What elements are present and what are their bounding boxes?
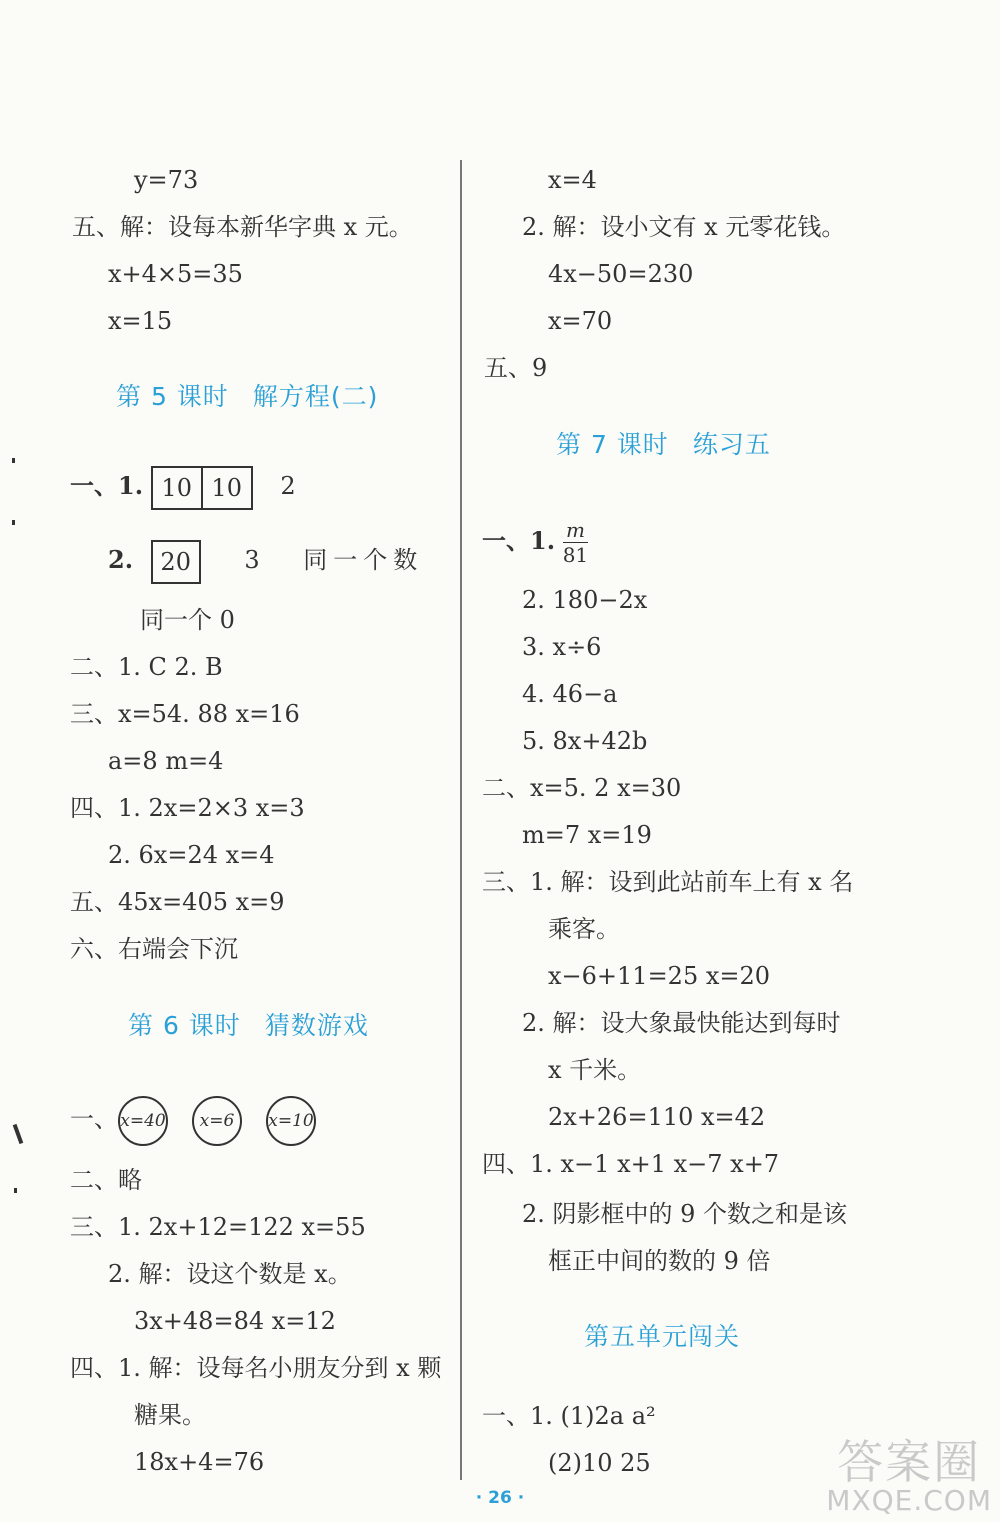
answer-line: x 千米。 bbox=[548, 1056, 642, 1084]
question-prefix: 一、 bbox=[70, 1105, 118, 1133]
scan-mark bbox=[12, 458, 15, 463]
answer-line: 四、1. 解：设每名小朋友分到 x 颗 bbox=[70, 1354, 442, 1382]
unit-heading: 第五单元闯关 bbox=[584, 1322, 741, 1351]
answer-line: 五、9 bbox=[484, 354, 548, 382]
answer-line: 四、1. x−1 x+1 x−7 x+7 bbox=[482, 1150, 780, 1178]
answer-line: 2. 180−2x bbox=[522, 586, 648, 614]
answer-line: x+4×5=35 bbox=[108, 260, 243, 288]
question-row bbox=[108, 536, 423, 584]
lesson-title: 练习五 bbox=[692, 430, 771, 459]
answer-line: 2x+26=110 x=42 bbox=[548, 1103, 766, 1131]
question-prefix: 一、1. bbox=[482, 526, 556, 555]
answer-line: x=4 bbox=[548, 166, 597, 194]
answer-line: 一、1. (1)2a a² bbox=[482, 1402, 656, 1430]
fraction bbox=[563, 518, 588, 567]
question-row bbox=[70, 462, 296, 510]
lesson-heading-6 bbox=[128, 1009, 369, 1043]
answer-line: 乘客。 bbox=[548, 915, 620, 943]
watermark bbox=[826, 1435, 992, 1517]
answer-line: 五、45x=405 x=9 bbox=[70, 888, 285, 916]
answer-line: x−6+11=25 x=20 bbox=[548, 962, 771, 990]
answer-line: 18x+4=76 bbox=[134, 1448, 265, 1476]
lesson-number: 第 6 课时 bbox=[128, 1011, 241, 1040]
lesson-title: 猜数游戏 bbox=[264, 1011, 369, 1040]
answer-line: y=73 bbox=[134, 166, 199, 194]
answer-line: 5. 8x+42b bbox=[522, 727, 648, 755]
answer-line: 同一个 0 bbox=[140, 606, 235, 634]
lesson-heading-7 bbox=[556, 428, 771, 462]
answer-line: 二、略 bbox=[70, 1166, 142, 1194]
answer-line: 2. 解：设小文有 x 元零花钱。 bbox=[522, 213, 846, 241]
page-number: · 26 · bbox=[475, 1488, 525, 1508]
fraction-numerator: m bbox=[563, 518, 588, 543]
answer-line: 二、x=5. 2 x=30 bbox=[482, 774, 682, 802]
answer-line: 六、右端会下沉 bbox=[70, 935, 238, 963]
answer-line: (2)10 25 bbox=[548, 1449, 651, 1477]
answer-line: 四、1. 2x=2×3 x=3 bbox=[70, 794, 305, 822]
question-row bbox=[482, 514, 588, 568]
lesson-number: 第 7 课时 bbox=[556, 430, 669, 459]
answer-line: 糖果。 bbox=[134, 1401, 206, 1429]
answer-box: 10 bbox=[201, 468, 251, 508]
answer-value: 2 bbox=[280, 472, 296, 500]
question-prefix: 一、1. bbox=[70, 471, 144, 500]
answer-box-pair bbox=[151, 466, 253, 510]
question-row bbox=[70, 1093, 340, 1145]
answer-line: 三、x=54. 88 x=16 bbox=[70, 700, 300, 728]
answer-line: a=8 m=4 bbox=[108, 747, 224, 775]
answer-line: x=15 bbox=[108, 307, 173, 335]
watermark-url: MXQE.COM bbox=[826, 1484, 992, 1517]
answer-box: 10 bbox=[161, 473, 192, 502]
answer-value: 3 bbox=[244, 546, 260, 574]
answer-line: 2. 解：设这个数是 x。 bbox=[108, 1260, 352, 1288]
circled-answer: x=10 bbox=[266, 1096, 316, 1146]
lesson-number: 第 5 课时 bbox=[116, 382, 229, 411]
answer-line: 框正中间的数的 9 倍 bbox=[548, 1247, 771, 1275]
column-divider bbox=[460, 160, 462, 1480]
circled-answer: x=6 bbox=[192, 1096, 242, 1146]
circled-answer: x=40 bbox=[118, 1096, 168, 1146]
answer-line: 3. x÷6 bbox=[522, 633, 602, 661]
answer-line: 三、1. 2x+12=122 x=55 bbox=[70, 1213, 366, 1241]
answer-line: m=7 x=19 bbox=[522, 821, 652, 849]
answer-line: 2. 阴影框中的 9 个数之和是该 bbox=[522, 1200, 848, 1228]
question-prefix: 2. bbox=[108, 545, 134, 574]
scan-mark bbox=[14, 1188, 17, 1193]
fraction-denominator: 81 bbox=[562, 543, 589, 567]
answer-line: 2. 6x=24 x=4 bbox=[108, 841, 275, 869]
answer-line: x=70 bbox=[548, 307, 613, 335]
answer-line: 4x−50=230 bbox=[548, 260, 694, 288]
answer-line: 二、1. C 2. B bbox=[70, 653, 223, 681]
scan-mark bbox=[12, 520, 15, 525]
answer-line: 3x+48=84 x=12 bbox=[134, 1307, 336, 1335]
answer-line: 五、解：设每本新华字典 x 元。 bbox=[72, 213, 413, 241]
answer-line: 2. 解：设大象最快能达到每时 bbox=[522, 1009, 841, 1037]
watermark-logo: 答案圈 bbox=[837, 1435, 982, 1489]
lesson-title: 解方程(二) bbox=[252, 382, 379, 411]
answer-value: 同一个数 bbox=[303, 546, 424, 574]
lesson-heading-5 bbox=[116, 380, 378, 414]
scan-mark bbox=[13, 1124, 24, 1144]
answer-box: 20 bbox=[151, 540, 201, 584]
answer-line: 三、1. 解：设到此站前车上有 x 名 bbox=[482, 868, 854, 896]
answer-line: 4. 46−a bbox=[522, 680, 618, 708]
